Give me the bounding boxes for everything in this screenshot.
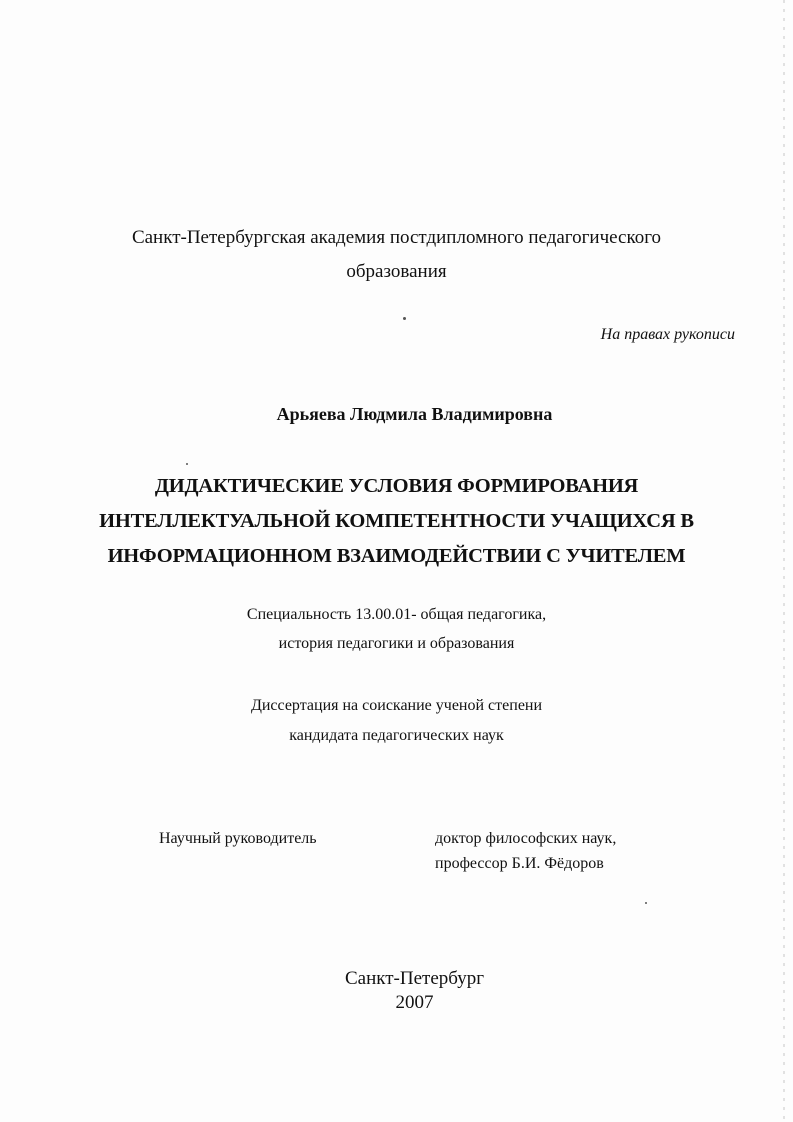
title-line-1: ДИДАКТИЧЕСКИЕ УСЛОВИЯ ФОРМИРОВАНИЯ (154, 475, 639, 497)
title-line-2: ИНТЕЛЛЕКТУАЛЬНОЙ КОМПЕТЕНТНОСТИ УЧАЩИХСЯ В (99, 510, 694, 532)
degree-line-1: Диссертация на соискание ученой степени (250, 697, 543, 714)
advisor-name: профессор Б.И. Фёдоров (435, 855, 604, 872)
scan-speck (645, 902, 647, 904)
title-line-3: ИНФОРМАЦИОННОМ ВЗАИМОДЕЙСТВИИ С УЧИТЕЛЕМ (107, 545, 686, 567)
footer-city: Санкт-Петербург (344, 968, 484, 989)
degree-line-2: кандидата педагогических наук (289, 727, 504, 744)
scan-speck (403, 317, 406, 320)
institution-line-2: образования (346, 261, 447, 282)
advisor-title: доктор философских наук, (435, 830, 617, 847)
specialty-line-1: Специальность 13.00.01- общая педагогика, (246, 606, 547, 623)
advisor-label: Научный руководитель (159, 830, 317, 847)
specialty-line-2: история педагогики и образования (278, 635, 515, 652)
footer-year: 2007 (395, 992, 434, 1013)
institution-line-1: Санкт-Петербургская академия постдипломного педагогического (131, 227, 662, 248)
manuscript-note: На правах рукописи (600, 326, 735, 343)
author-name: Арьяева Людмила Владимировна (276, 404, 553, 424)
scan-speck (186, 463, 188, 465)
